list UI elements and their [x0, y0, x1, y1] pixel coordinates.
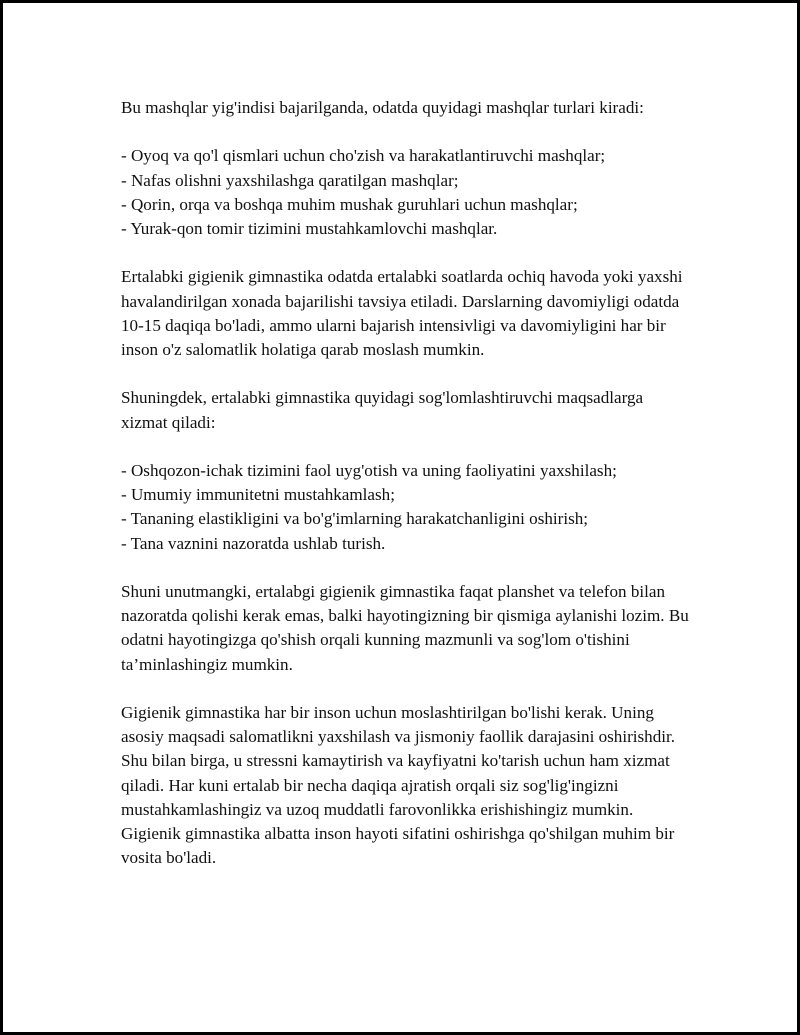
reminder-paragraph: Shuni unutmangki, ertalabgi gigienik gimnastika faqat planshet va telefon bilan nazoratda qolishi kerak emas, balki hayotingizning bir qismiga aylanishi lozim. Bu odatni hayotingizga qo'shish orqali kunning mazmunli va sog'lom o'tishini ta’minlashingiz mumkin. [121, 581, 689, 674]
document-body [121, 96, 693, 895]
list-item: - Nafas olishni yaxshilashga qaratilgan mashqlar; [121, 170, 459, 190]
list-item: - Qorin, orqa va boshqa muhim mushak guruhlari uchun mashqlar; [121, 194, 578, 214]
list-item: - Yurak-qon tomir tizimini mustahkamlovchi mashqlar. [121, 219, 498, 238]
list-item: - Tananing elastikligini va bo'g'imlarning harakatchanligini oshirish; [121, 509, 589, 529]
health-goals-list [121, 459, 693, 556]
list-item: - Umumiy immunitetni mustahkamlash; [121, 485, 395, 505]
health-goals-paragraph: Shuningdek, ertalabki gimnastika quyidagi sog'lomlashtiruvchi maqsadlarga xizmat qiladi: [121, 388, 644, 432]
exercise-types-list [121, 144, 693, 241]
conclusion-paragraph: Gigienik gimnastika har bir inson uchun moslashtirilgan bo'lishi kerak. Uning asosiy maqsadi salomatlikni yaxshilash va jismoniy faollik darajasini oshirishdir. Shu bilan birga, u stressni kamaytirish va kayfiyatni ko'tarish uchun ham xizmat qiladi. Har kuni ertalab bir necha daqiqa ajratish orqali siz sog'lig'ingizni mustahkamlashingiz va uzoq muddatli farovonlikka erishishingiz mumkin. Gigienik gimnastika albatta inson hayoti sifatini oshirishga qo'shilgan muhim bir vosita bo'ladi. [121, 702, 676, 868]
list-item: - Tana vaznini nazoratda ushlab turish. [121, 533, 386, 553]
list-item: - Oyoq va qo'l qismlari uchun cho'zish va harakatlantiruvchi mashqlar; [121, 146, 606, 166]
intro-paragraph: Bu mashqlar yig'indisi bajarilganda, odatda quyidagi mashqlar turlari kiradi: [121, 98, 644, 117]
list-item: - Oshqozon-ichak tizimini faol uyg'otish va uning faoliyatini yaxshilash; [121, 460, 617, 480]
morning-gymnastics-paragraph: Ertalabki gigienik gimnastika odatda ertalabki soatlarda ochiq havoda yoki yaxshi havalandirilgan xonada bajarilishi tavsiya etiladi. Darslarning davomiyligi odatda 10-15 daqiqa bo'ladi, ammo ularni bajarish intensivligi va davomiyligini har bir inson o'z salomatlik holatiga qarab moslash mumkin. [121, 267, 683, 359]
